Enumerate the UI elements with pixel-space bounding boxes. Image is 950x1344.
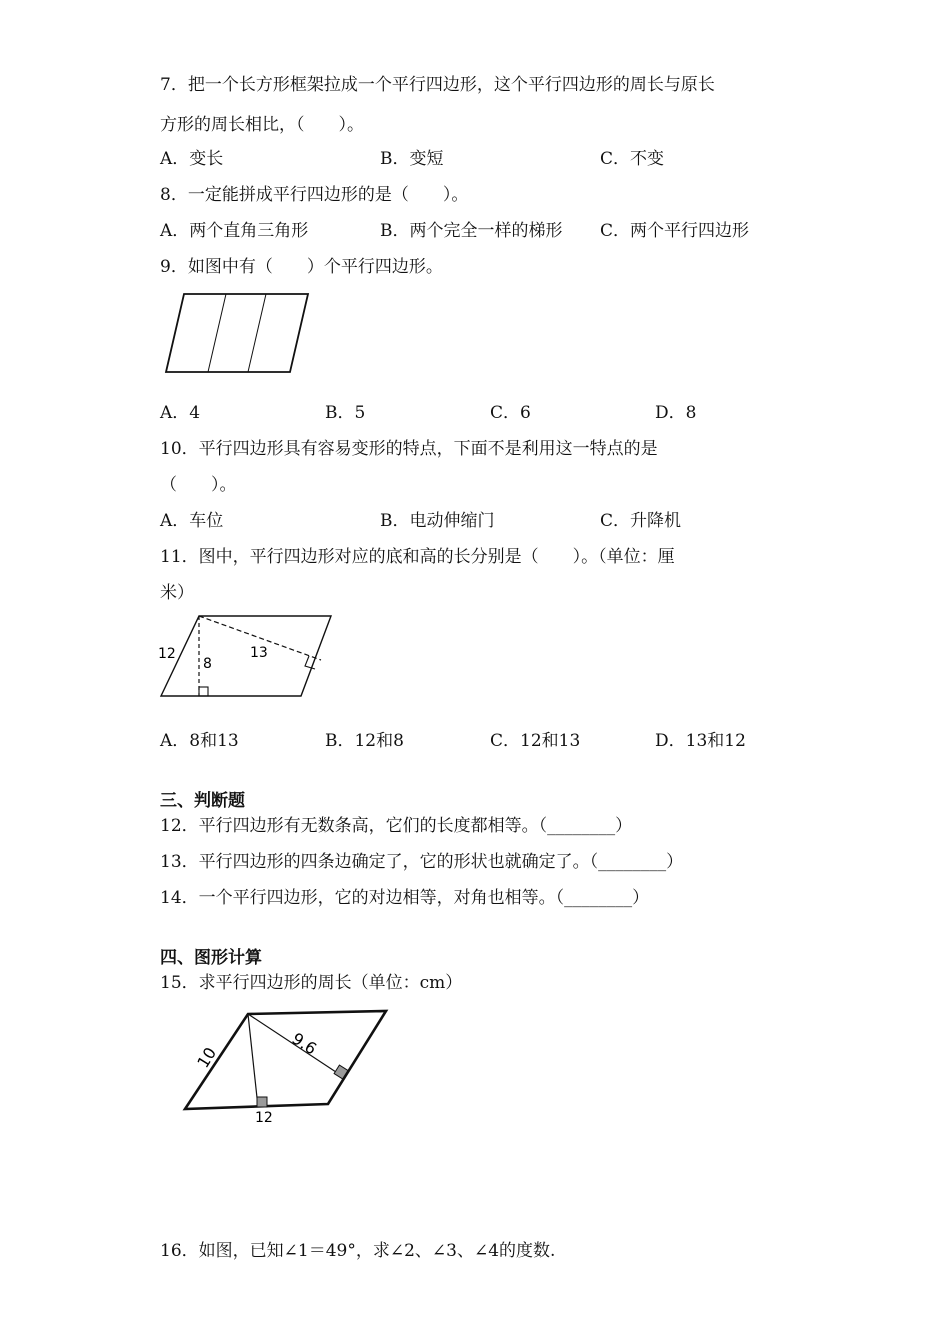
q15-parallelogram-figure bbox=[180, 1008, 395, 1128]
section4-title: 四、图形计算 bbox=[160, 948, 262, 968]
q11-stem-line1: 11．图中，平行四边形对应的底和高的长分别是（ ）。（单位：厘 bbox=[160, 547, 675, 567]
q7-option-a[interactable]: A．变长 bbox=[160, 149, 224, 169]
q11-option-b[interactable]: B．12和8 bbox=[325, 731, 404, 751]
q11-option-a[interactable]: A．8和13 bbox=[160, 731, 239, 751]
q10-option-a[interactable]: A．车位 bbox=[160, 511, 224, 531]
q11-label-height-8: 8 bbox=[203, 656, 212, 672]
q11-stem-line2: 米） bbox=[160, 583, 194, 603]
q10-stem-line2: （ ）。 bbox=[160, 475, 237, 495]
q7-option-b[interactable]: B．变短 bbox=[380, 149, 444, 169]
q15-stem: 15．求平行四边形的周长（单位：cm） bbox=[160, 973, 463, 993]
q9-option-a[interactable]: A．4 bbox=[160, 403, 201, 423]
q13-stem[interactable]: 13．平行四边形的四条边确定了，它的形状也就确定了。（________） bbox=[160, 852, 684, 872]
q8-option-a[interactable]: A．两个直角三角形 bbox=[160, 221, 309, 241]
q15-label-height: 9.6 bbox=[288, 1028, 321, 1059]
q7-stem-line2: 方形的周长相比，（ ）。 bbox=[160, 115, 364, 135]
q10-option-c[interactable]: C．升降机 bbox=[600, 511, 682, 531]
q10-option-b[interactable]: B．电动伸缩门 bbox=[380, 511, 495, 531]
q11-label-side: 12 bbox=[158, 646, 176, 662]
q11-option-c[interactable]: C．12和13 bbox=[490, 731, 581, 751]
section3-title: 三、判断题 bbox=[160, 791, 245, 811]
q14-stem[interactable]: 14．一个平行四边形，它的对边相等，对角也相等。（________） bbox=[160, 888, 650, 908]
q15-label-side: 10 bbox=[193, 1043, 221, 1072]
q9-parallelogram-figure bbox=[160, 290, 320, 380]
q11-label-height-13: 13 bbox=[250, 645, 268, 661]
q11-option-d[interactable]: D．13和12 bbox=[655, 731, 746, 751]
q9-option-b[interactable]: B．5 bbox=[325, 403, 366, 423]
q7-stem-line1: 7．把一个长方形框架拉成一个平行四边形，这个平行四边形的周长与原长 bbox=[160, 75, 715, 95]
q9-option-d[interactable]: D．8 bbox=[655, 403, 697, 423]
q10-stem-line1: 10．平行四边形具有容易变形的特点，下面不是利用这一特点的是 bbox=[160, 439, 658, 459]
q8-stem: 8．一定能拼成平行四边形的是（ ）。 bbox=[160, 185, 469, 205]
q9-stem: 9．如图中有（ ）个平行四边形。 bbox=[160, 257, 443, 277]
q12-stem[interactable]: 12．平行四边形有无数条高，它们的长度都相等。（________） bbox=[160, 816, 633, 836]
q9-option-c[interactable]: C．6 bbox=[490, 403, 531, 423]
q16-stem: 16．如图，已知∠1＝49°，求∠2、∠3、∠4的度数. bbox=[160, 1241, 556, 1261]
q11-parallelogram-figure bbox=[155, 612, 340, 702]
q8-option-c[interactable]: C．两个平行四边形 bbox=[600, 221, 750, 241]
q15-label-base: 12 bbox=[255, 1110, 273, 1126]
q8-option-b[interactable]: B．两个完全一样的梯形 bbox=[380, 221, 563, 241]
q7-option-c[interactable]: C．不变 bbox=[600, 149, 665, 169]
